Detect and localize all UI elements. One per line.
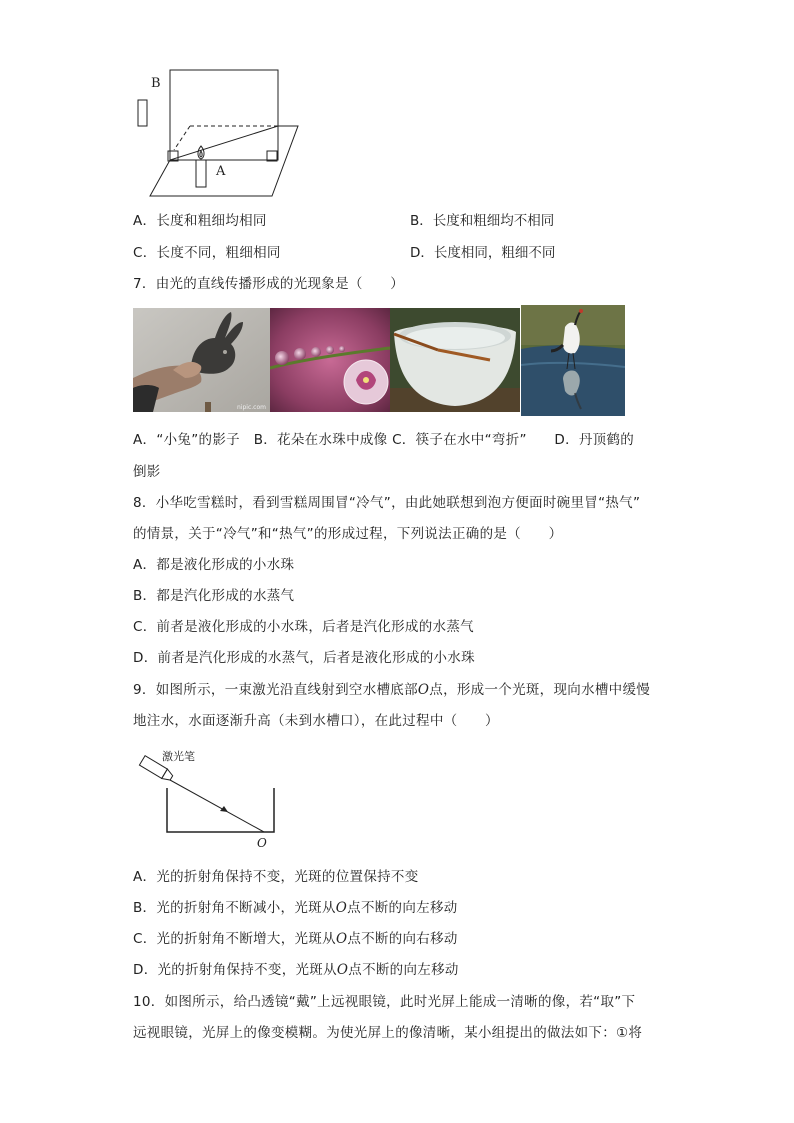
q9-option-c — [133, 929, 458, 949]
photo-rabbit-shadow — [133, 308, 270, 412]
q9-stem-o: O — [417, 682, 430, 698]
q9-stem-line2: 地注水，水面逐渐升高（未到水槽口），在此过程中（ ） — [133, 713, 499, 729]
q9-option-b — [133, 898, 458, 918]
q7-options-line2: 倒影 — [133, 464, 161, 480]
label-a: A — [216, 164, 226, 179]
photo-crane-reflection — [521, 305, 625, 416]
q9-option-d-post: 点不断的向左移动 — [348, 962, 459, 978]
q9-option-c-o: O — [335, 931, 348, 947]
q6-option-b: B．长度和粗细均不相同 — [410, 213, 555, 229]
q9-stem-line1 — [133, 680, 650, 700]
q9-option-c-pre: C．光的折射角不断增大，光斑从 — [133, 931, 336, 947]
q9-option-d-o: O — [336, 962, 349, 978]
label-b: B — [151, 76, 161, 91]
q9-option-d-pre: D．光的折射角保持不变，光斑从 — [133, 962, 337, 978]
q7-stem: 7．由光的直线传播形成的光现象是（ ） — [133, 276, 405, 292]
laser-pen-label: 激光笔 — [162, 750, 195, 763]
photo-flower-waterdrop — [270, 308, 390, 412]
q9-stem-pre: 9．如图所示，一束激光沿直线射到空水槽底部 — [133, 682, 418, 698]
q8-stem-line2: 的情景，关于“冷气”和“热气”的形成过程，下列说法正确的是（ ） — [133, 526, 563, 542]
figure-laser-tank — [134, 746, 284, 854]
q8-option-d: D．前者是汽化形成的水蒸气，后者是液化形成的小水珠 — [133, 650, 475, 666]
q9-option-a: A．光的折射角保持不变，光斑的位置保持不变 — [133, 869, 419, 885]
q6-option-a: A．长度和粗细均相同 — [133, 213, 267, 229]
q6-option-d: D．长度相同，粗细不同 — [410, 245, 556, 261]
figure-mirror-experiment — [130, 62, 310, 202]
q8-option-c: C．前者是液化形成的小水珠，后者是汽化形成的水蒸气 — [133, 619, 474, 635]
q9-option-b-pre: B．光的折射角不断减小，光斑从 — [133, 900, 336, 916]
photo-chopstick-bowl — [390, 308, 520, 412]
q9-stem-post: 点，形成一个光斑，现向水槽中缓慢 — [429, 682, 651, 698]
q8-option-a: A．都是液化形成的小水珠 — [133, 557, 295, 573]
q9-option-b-post: 点不断的向左移动 — [347, 900, 458, 916]
q9-option-d — [133, 960, 459, 980]
q9-option-b-o: O — [335, 900, 348, 916]
q9-option-c-post: 点不断的向右移动 — [347, 931, 458, 947]
q7-options-line1: A．“小兔”的影子 B．花朵在水珠中成像 C．筷子在水中“弯折” D．丹顶鹤的 — [133, 432, 635, 448]
q8-option-b: B．都是汽化形成的水蒸气 — [133, 588, 295, 604]
q8-stem-line1: 8．小华吃雪糕时，看到雪糕周围冒“冷气”，由此她联想到泡方便面时碗里冒“热气” — [133, 495, 641, 511]
point-o-label: O — [257, 836, 267, 850]
photo-watermark: nipic.com — [237, 404, 266, 411]
q6-option-c: C．长度不同，粗细相同 — [133, 245, 281, 261]
q10-stem-line2: 远视眼镜，光屏上的像变模糊。为使光屏上的像清晰，某小组提出的做法如下：①将 — [133, 1025, 643, 1041]
q10-stem-line1: 10．如图所示，给凸透镜“戴”上远视眼镜，此时光屏上能成一清晰的像，若“取”下 — [133, 994, 636, 1010]
